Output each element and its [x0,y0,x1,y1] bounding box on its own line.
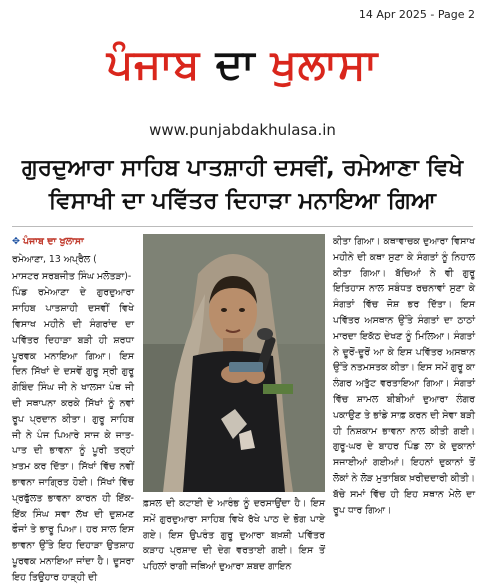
divider-rule [12,226,473,227]
masthead-word-3: ਖੁਲਾਸਾ [270,40,379,88]
article-column-middle [143,496,325,575]
article-dateline: ਰਮੇਆਣਾ, 13 ਅਪ੍ਰੈਲ ( [12,253,97,265]
website-url[interactable]: www.punjabdakhulasa.in [149,121,336,139]
article-byline: ਮਾਸਟਰ ਸਰਬਜੀਤ ਸਿੰਘ ਮਲੋਤੜਾ)- [12,270,132,282]
article-body-left: ਪਿੰਡ ਰਮੇਆਣਾ ਦੇ ਗੁਰਦੁਆਰਾ ਸਾਹਿਬ ਪਾਤਸ਼ਾਹੀ ਦਸਵੀਂ ਵਿਖੇ ਵਿਸਾਖ ਮਹੀਨੇ ਦੀ ਸੰਗਰਾਂਦ ਦਾ ਪਵਿੱਤਰ ਦਿਹਾੜਾ ਬੜੀ ਹੀ ਸ਼ਰਧਾ ਪੂਰਵਕ ਮਨਾਇਆ ਗਿਆ। ਇਸ ਦਿਨ ਸਿੱਖਾਂ ਦੇ ਦਸਵੇਂ ਗੁਰੂ ਸ੍ਰੀ ਗੁਰੂ ਗੋਬਿੰਦ ਸਿੰਘ ਜੀ ਨੇ ਖਾਲਸਾ ਪੰਥ ਜੀ ਦੀ ਸਥਾਪਨਾ ਕਰਕੇ ਸਿੱਖਾਂ ਨੂੰ ਨਵਾਂ ਰੂਪ ਪ੍ਰਦਾਨ ਕੀਤਾ। ਗੁਰੂ ਸਾਹਿਬ ਜੀ ਨੇ ਪੰਜ ਪਿਆਰੇ ਸਾਜ ਕੇ ਜਾਤ-ਪਾਤ ਦੀ ਭਾਵਨਾ ਨੂੰ ਪੂਰੀ ਤਰ੍ਹਾਂ ਖ਼ਤਮ ਕਰ ਦਿੱਤਾ। ਸਿੱਖਾਂ ਵਿੱਚ ਨਵੀਂ ਭਾਵਨਾ ਜਾਗ੍ਰਿਤ ਹੋਈ। ਸਿੱਖਾਂ ਵਿੱਚ ਪ੍ਰਫੁੱਲਤ ਭਾਵਨਾ ਕਾਰਨ ਹੀ ਇੱਕ-ਇੱਕ ਸਿੰਘ ਸਵਾ ਲੱਖ ਦੀ ਦੁਸ਼ਮਣ ਫੌਜਾਂ ਤੇ ਭਾਰੂ ਪਿਆ। ਹਰ ਸਾਲ ਇਸ ਭਾਵਨਾ ਉੱਤੇ ਇਹ ਦਿਹਾੜਾ ਉਤਸ਼ਾਹ ਪੂਰਵਕ ਮਨਾਇਆ ਜਾਂਦਾ ਹੈ। ਦੂਸਰਾ ਇਹ ਤਿਉਹਾਰ ਹਾੜ੍ਹੀ ਦੀ [12,287,134,583]
source-tag [12,234,134,250]
girl-reciting-photo [143,234,325,492]
page-date-label: 14 Apr 2025 - Page 2 [358,8,475,21]
article-body-right: ਕੀਤਾ ਗਿਆ। ਕਥਾਵਾਚਕ ਦੁਆਰਾ ਵਿਸਾਖ ਮਹੀਨੇ ਦੀ ਕਥਾ ਸੁਣਾ ਕੇ ਸੰਗਤਾਂ ਨੂੰ ਨਿਹਾਲ ਕੀਤਾ ਗਿਆ। ਬੱਚਿਆਂ ਨੇ ਵੀ ਗੁਰੂ ਇਤਿਹਾਸ ਨਾਲ ਸਬੰਧਤ ਰਚਨਾਵਾਂ ਸੁਣਾ ਕੇ ਸੰਗਤਾਂ ਵਿੱਚ ਜੋਸ਼ ਭਰ ਦਿੱਤਾ। ਇਸ ਪਵਿੱਤਰ ਅਸਥਾਨ ਉੱਤੇ ਸੰਗਤਾਂ ਦਾ ਠਾਠਾਂ ਮਾਰਦਾ ਇਕੱਠ ਦੇਖਣ ਨੂੰ ਮਿਲਿਆ। ਸੰਗਤਾਂ ਨੇ ਦੂਰੋਂ-ਦੂਰੋਂ ਆ ਕੇ ਇਸ ਪਵਿੱਤਰ ਅਸਥਾਨ ਉੱਤੇ ਨਤਮਸਤਕ ਕੀਤਾ। ਇਸ ਸਮੇਂ ਗੁਰੂ ਕਾ ਲੰਗਰ ਅਤੁੱਟ ਵਰਤਾਇਆ ਗਿਆ। ਸੰਗਤਾਂ ਵਿੱਚ ਸ਼ਾਮਲ ਬੀਬੀਆਂ ਦੁਆਰਾ ਲੰਗਰ ਪਕਾਉਣ ਤੇ ਭਾਂਡੇ ਸਾਫ਼ ਕਰਨ ਦੀ ਸੇਵਾ ਬੜੀ ਹੀ ਨਿਸ਼ਕਾਮ ਭਾਵਨਾ ਨਾਲ ਕੀਤੀ ਗਈ। ਗੁਰੂ-ਘਰ ਦੇ ਬਾਹਰ ਪਿੰਡ ਲਾ ਕੇ ਦੁਕਾਨਾਂ ਸਜਾਈਆਂ ਗਈਆਂ। ਇਹਨਾਂ ਦੁਕਾਨਾਂ ਤੋਂ ਲੋਕਾਂ ਨੇ ਲੋੜ ਮੁਤਾਬਿਕ ਖ਼ਰੀਦਦਾਰੀ ਕੀਤੀ। ਬੱਚੇ ਸਮਾਂ ਵਿੱਚ ਹੀ ਇਹ ਸਥਾਨ ਮੇਲੇ ਦਾ ਰੂਪ ਧਾਰ ਗਿਆ। [333,236,475,516]
article-column-right [333,234,475,518]
masthead-word-2: ਦਾ [215,40,256,88]
article-photo [143,234,325,492]
newspaper-masthead [0,40,485,88]
headline-line-2: ਵਿਸਾਖੀ ਦਾ ਪਵਿੱਤਰ ਦਿਹਾੜਾ ਮਨਾਇਆ ਗਿਆ [48,188,437,214]
article-body-middle: ਫ਼ਸਲ ਦੀ ਕਟਾਈ ਦੇ ਆਰੰਭ ਨੂੰ ਦਰਸਾਉਂਦਾ ਹੈ। ਇਸ ਸਮੇਂ ਗੁਰਦੁਆਰਾ ਸਾਹਿਬ ਵਿਖੇ ਰੱਖੇ ਪਾਠ ਦੇ ਭੋਗ ਪਾਏ ਗਏ। ਇਸ ਉਪਰੰਤ ਗੁਰੂ ਦੁਆਰਾ ਬਖ਼ਸ਼ੀ ਪਵਿੱਤਰ ਕੜਾਹ ਪ੍ਰਸ਼ਾਦ ਦੀ ਦੇਗ ਵਰਤਾਈ ਗਈ। ਇਸ ਤੋਂ ਪਹਿਲਾਂ ਰਾਗੀ ਜਥਿਆਂ ਦੁਆਰਾ ਸ਼ਬਦ ਗਾਇਨ [143,498,325,573]
headline-line-1: ਗੁਰਦੁਆਰਾ ਸਾਹਿਬ ਪਾਤਸ਼ਾਹੀ ਦਸਵੀਂ, ਰਮੇਆਣਾ ਵਿਖੇ [21,155,464,181]
article-column-left [12,234,134,586]
source-tag-label: ਪੰਜਾਬ ਦਾ ਖੁਲਾਸਾ [22,236,84,247]
flower-icon: ✥ [12,236,20,247]
masthead-word-1: ਪੰਜਾਬ [106,40,201,88]
article-headline [8,152,477,218]
